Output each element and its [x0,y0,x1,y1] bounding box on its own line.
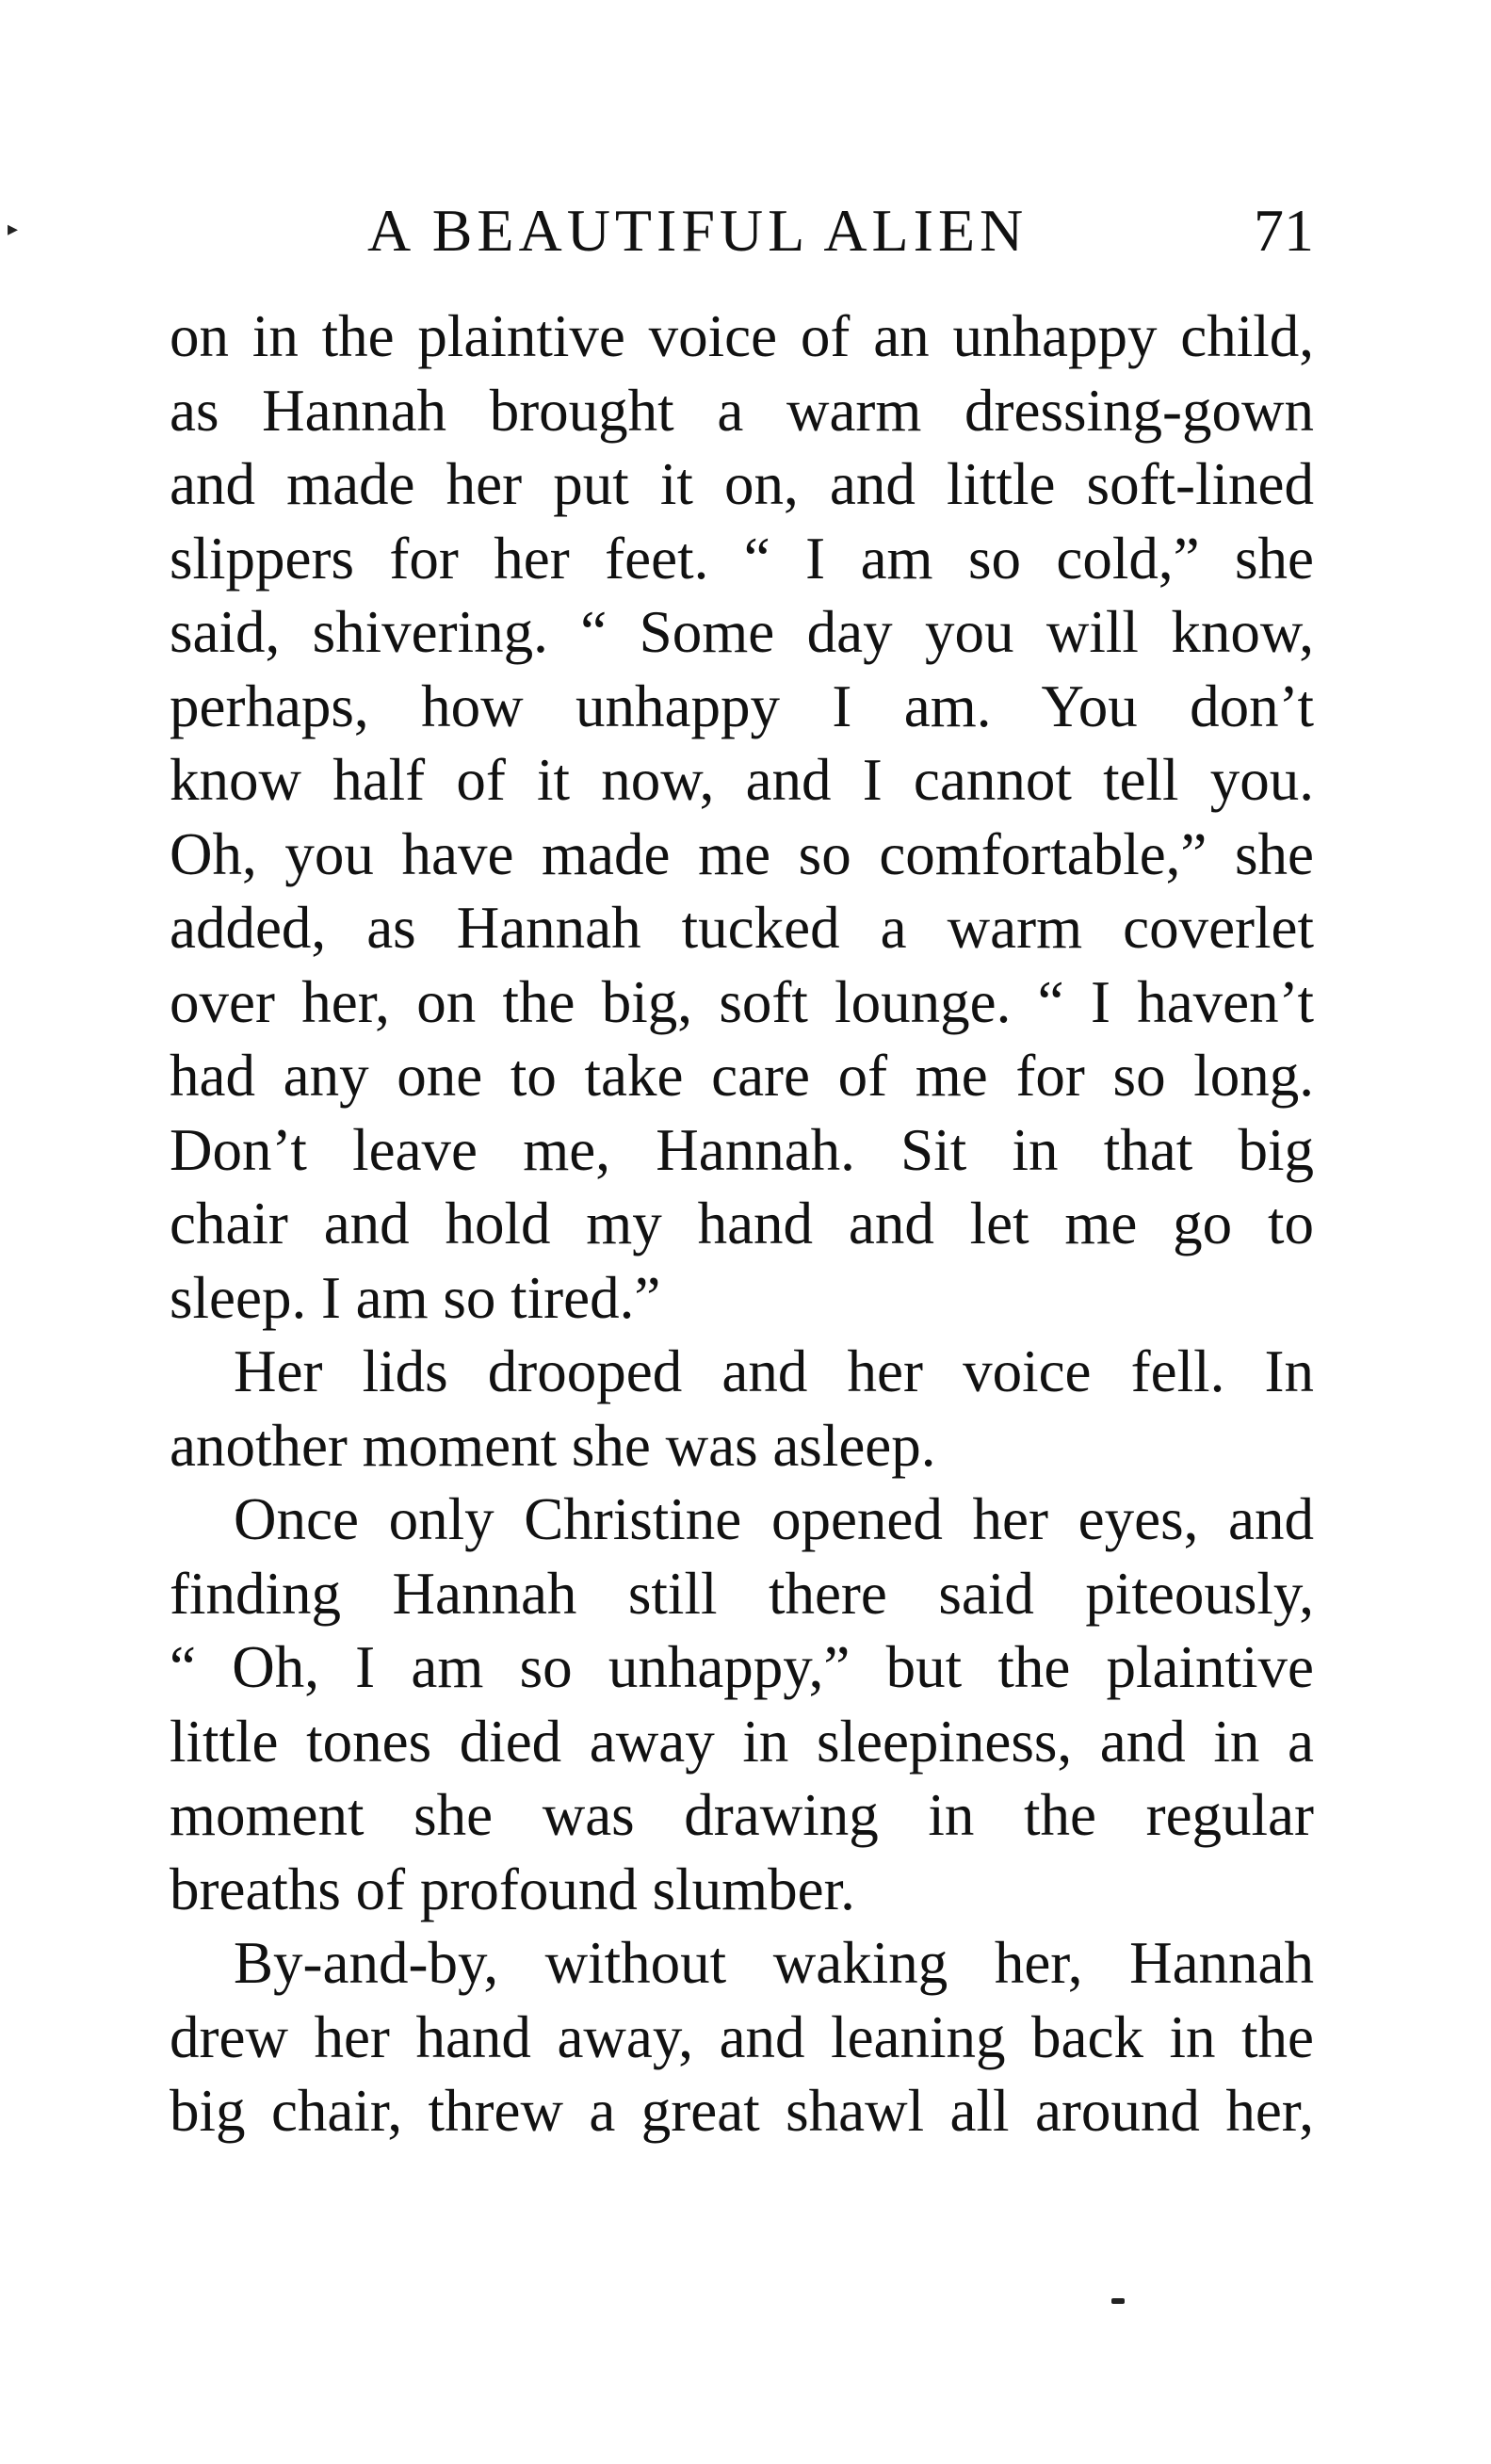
text-line: Don’t leave me, Hannah. Sit in that big [170,1116,1314,1183]
text-line: over her, on the big, soft lounge. “ I haven’t [170,968,1314,1035]
text-line: perhaps, how unhappy I am. You don’t [170,673,1314,739]
text-line: By-and-by, without waking her, Hannah [234,1930,1314,1996]
text-line: and made her put it on, and little soft-lined [170,451,1314,517]
text-line: breaths of profound slumber. [170,1856,855,1922]
text-line: another moment she was asleep. [170,1412,936,1479]
paragraph [170,1926,1314,2148]
text-line: Once only Christine opened her eyes, and [234,1486,1314,1552]
text-line: had any one to take care of me for so long. [170,1043,1314,1109]
text-line: sleep. I am so tired.” [170,1264,661,1331]
text-line: on in the plaintive voice of an unhappy child, [170,303,1314,369]
ink-speck [1111,2298,1125,2304]
running-title: A BEAUTIFUL ALIEN [367,197,1029,264]
running-head [170,193,1314,268]
text-line: as Hannah brought a warm dressing-gown [170,377,1314,444]
text-line: moment she was drawing in the regular [170,1782,1314,1848]
margin-mark: ▸ [8,217,19,240]
text-line: added, as Hannah tucked a warm coverlet [170,895,1314,961]
paragraph [170,300,1314,1335]
text-line: said, shivering. “ Some day you will know, [170,599,1314,665]
text-line: drew her hand away, and leaning back in the [170,2003,1314,2070]
body-text [170,300,1314,2148]
text-line: chair and hold my hand and let me go to [170,1191,1314,1256]
text-line: finding Hannah still there said piteously, [170,1560,1314,1627]
page-number: 71 [1254,197,1314,264]
text-line: little tones died away in sleepiness, and in a [170,1708,1314,1775]
text-line: big chair, threw a great shawl all around her, [170,2078,1314,2144]
text-line: Her lids drooped and her voice fell. In [234,1338,1314,1404]
text-line: know half of it now, and I cannot tell you. [170,747,1314,813]
paragraph [170,1335,1314,1483]
paragraph [170,1483,1314,1926]
text-line: slippers for her feet. “ I am so cold,” she [170,525,1314,592]
text-line: Oh, you have made me so comfortable,” she [170,820,1314,887]
text-line: “ Oh, I am so unhappy,” but the plaintive [170,1634,1314,1700]
